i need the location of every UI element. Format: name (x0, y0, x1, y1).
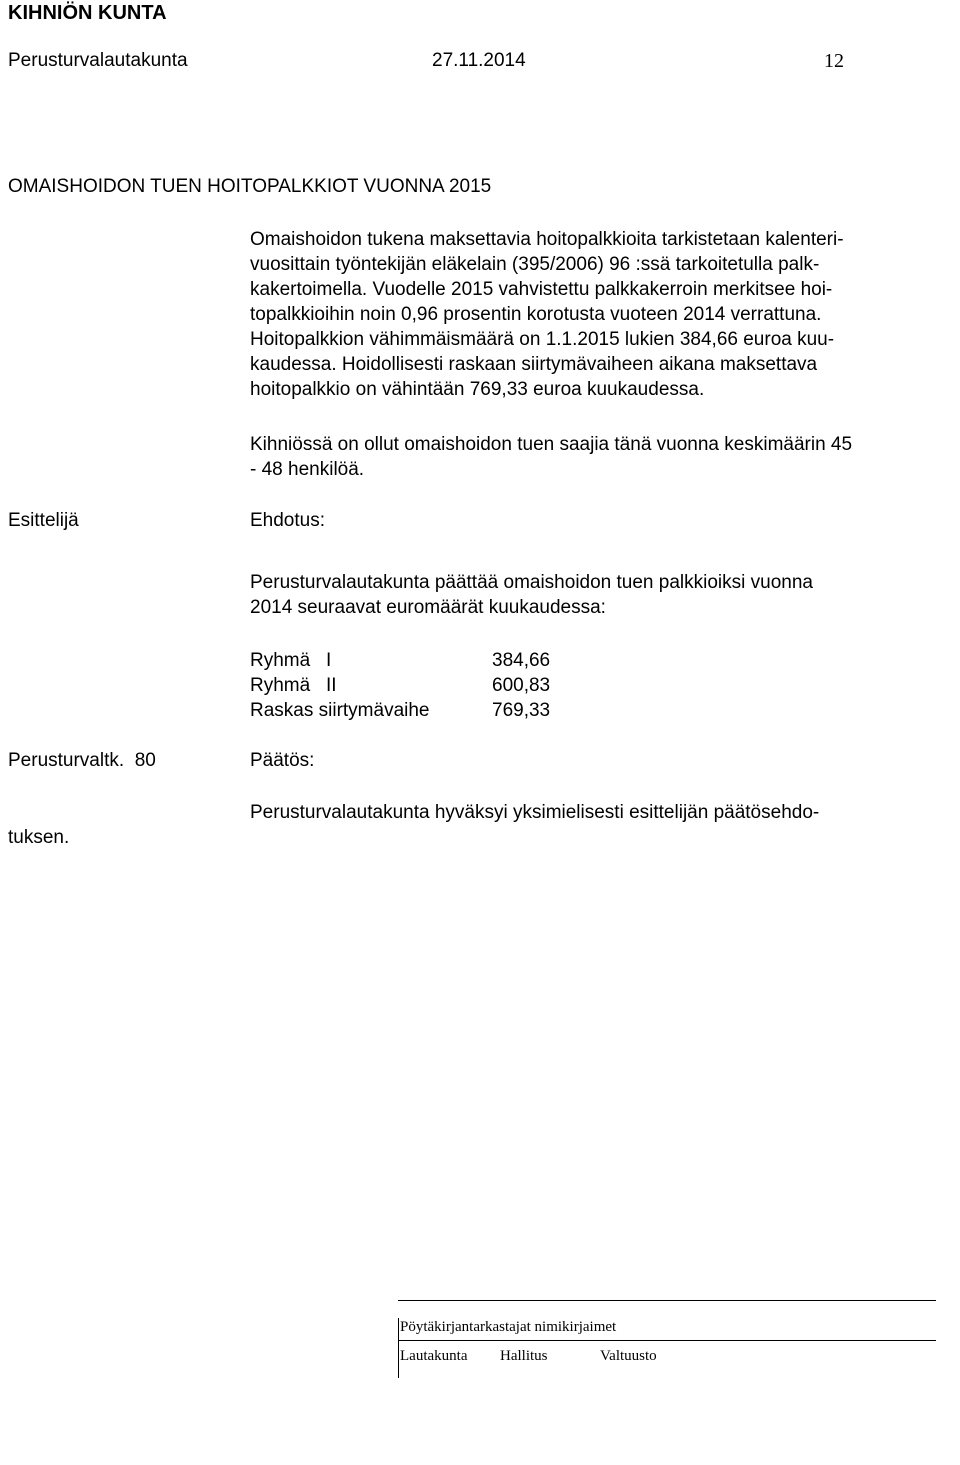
committee-name: Perusturvalautakunta (8, 50, 188, 71)
proposal-text (250, 570, 960, 620)
footer-column-hallitus: Hallitus (500, 1348, 548, 1364)
body-line: hoitopalkkio on vähintään 769,33 euroa kuukaudessa. (250, 379, 705, 400)
footer-top-rule (398, 1300, 936, 1301)
body-line: kakertoimella. Vuodelle 2015 vahvistettu palkkakerroin merkitsee hoi- (250, 279, 833, 300)
section-title: OMAISHOIDON TUEN HOITOPALKKIOT VUONNA 2015 (8, 176, 492, 197)
organization-name: KIHNIÖN KUNTA (8, 2, 167, 24)
body-line: Hoitopalkkion vähimmäismäärä on 1.1.2015 lukien 384,66 euroa kuu- (250, 329, 835, 350)
group-name: Raskas siirtymävaihe (250, 700, 430, 721)
body-line: vuosittain työntekijän eläkelain (395/2006) 96 :ssä tarkoitetulla palk- (250, 254, 820, 275)
group-amount: 769,33 (492, 700, 551, 721)
group-name: Ryhmä II (250, 675, 337, 696)
proposal-label: Ehdotus: (250, 510, 325, 531)
decision-text: Perusturvalautakunta hyväksyi yksimielisesti esittelijän päätösehdo- (250, 802, 820, 823)
proposal-line: 2014 seuraavat euromäärät kuukaudessa: (250, 597, 606, 618)
body-line: topalkkioihin noin 0,96 prosentin korotusta vuoteen 2014 verrattuna. (250, 304, 822, 325)
group-amounts-table (250, 648, 960, 723)
footer-mid-rule (398, 1340, 936, 1341)
footer-column-lautakunta: Lautakunta (400, 1348, 468, 1364)
group-name: Ryhmä I (250, 650, 332, 671)
group-row (250, 648, 960, 673)
decision-label: Päätös: (250, 750, 315, 771)
body-paragraph-2 (250, 432, 960, 482)
body-line: - 48 henkilöä. (250, 459, 365, 480)
body-line: Kihniössä on ollut omaishoidon tuen saajia tänä vuonna keskimäärin 45 (250, 434, 853, 455)
decision-text-continuation: tuksen. (8, 827, 70, 848)
signatures-label: Pöytäkirjantarkastajat nimikirjaimet (400, 1319, 617, 1335)
group-row (250, 698, 960, 723)
body-paragraph-1 (250, 227, 960, 402)
body-line: kaudessa. Hoidollisesti raskaan siirtymävaiheen aikana maksettava (250, 354, 818, 375)
body-line: Omaishoidon tukena maksettavia hoitopalkkioita tarkistetaan kalenteri- (250, 229, 844, 250)
group-row (250, 673, 960, 698)
section-reference: Perusturvaltk. 80 (8, 750, 156, 771)
presenter-label: Esittelijä (8, 510, 79, 531)
footer-column-valtuusto: Valtuusto (600, 1348, 657, 1364)
proposal-line: Perusturvalautakunta päättää omaishoidon tuen palkkioiksi vuonna (250, 572, 813, 593)
group-amount: 384,66 (492, 650, 551, 671)
group-amount: 600,83 (492, 675, 551, 696)
meeting-date: 27.11.2014 (432, 50, 526, 71)
footer-left-rule (398, 1318, 399, 1378)
page-number: 12 (824, 50, 844, 72)
